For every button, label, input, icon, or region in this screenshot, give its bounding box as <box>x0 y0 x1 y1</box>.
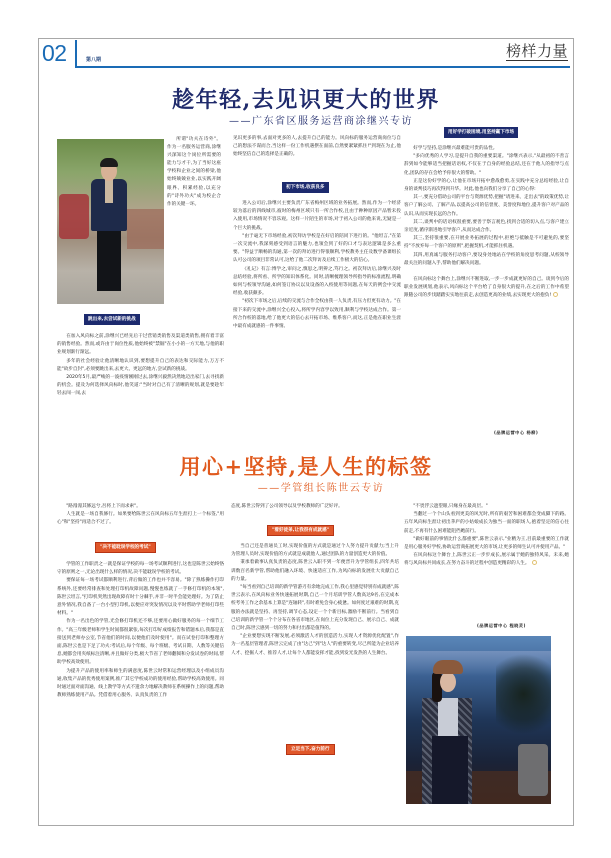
portrait-photo-1 <box>57 139 164 304</box>
article1-body <box>39 128 575 448</box>
article2-byline: (品牌运营中心 程晓灵) <box>477 623 526 628</box>
article1-intro: 所谓"功夫在诗外"。作为一名服务运营商,涂继兴深知这个岗位所需要的能力与才干,为了当好这座学校和企业之间的桥梁,他始终兢兢业业,以实践开阔眼界、积累经验,以充分的"诗外功夫"成为校企合作的关键一环。 <box>167 137 221 207</box>
end-mark-icon <box>532 560 537 565</box>
article1-subtitle: ——广东省区服务运营商涂继兴专访 <box>229 116 413 127</box>
article2-subhead-1: "决不能耽误学校的考试" <box>95 542 156 553</box>
person-hat-shape <box>433 660 463 674</box>
issue-label: 第八期 <box>86 57 102 63</box>
article2-column-1b: 学管的工作职责之一就是保证学校的每一场考试顺利进行,这也是陈世云始终恪守的原则之一,无论出现什么样的情况,决不能耽误学校的考试。 要保证每一场考试都顺利进行,背后做的工作也并不容易。"除了熟练操作打印系统外,还要经常排查和处理打印机故障问题,慢慢也练就了一手修打印机的本领",陈世云坦言,"打印机突然出现故障有时十分棘手,并非一时半会能处理好。为了防止意外情况,我自备了一台小型打印机,以便应对突发情况以及平时帮助学老师打印些材料。" 作为一名出色的学管,光会修打印机还不够,还要用心做好服务的每一个细节工作。"高三年级老师和学生时间都很紧张,每次打印好成绩报告和错题本后,我都是直接送到老师办公室,节省他们的时间,以便他们及时使用"。而在试卷打印和整理方面,陈世云也是下足了功夫:考试后,每个年级、每个班级、考试日期、人数等关键信息,她都会用夹纸标注清晰,并且做好分类,极大节省了老师翻阅和分发试卷的时间,帮助学校高效使用。 为提升产品的使用率和师生的满意度,陈世云时常和运营经理以及小组成员沟通,收集产品的优秀使用案例,推广其它学校成功的使用经验,帮助学校高效使用。同时通过面对面沟通、线上教学等方式不遗余力地解决教师在系统操作上的问题,帮助教师熟练使用产品。凭借着用心服务、认真负责的工作 <box>57 562 224 699</box>
person-skirt-shape <box>432 736 468 804</box>
article1-column-2b: 进入公司后,涂继兴主要负责广东省梅州区域的业务拓展。然而,作为一个经济较为落后的四线城市,彼时的梅州区域只有一所合作校,且由于种种原因产品暂未投入使用,市场情况不容乐观。这样一片陌生的市场,对于初入公司的他来说,无疑是一个巨大的挑战。 "由于毫无下市场经验,初次拜访学校是在好启的陪同下进行的。"他坦言,"在第一次交流中,我深刻感受到语言的魅力,也领会到了好的口才与表达逻辑是多么重要。"得益于顺畅的沟通,第一次的拜访进行得很顺利,学校教务主任及数学备课组长认可公司的项目非常认可,这给了他二次拜访及后续工作极大的信心。 《礼记》有言:博学之,审问之,慎思之,明辨之,笃行之。初次拜访后,涂继兴及时总结经验,将所看、所学的知识体系化。同时,清晰梳理领导所指导的标准流程,明确如何与校领导沟通,如何签订协议以及设备的入校使用等问题,在每天的例会中交流经验,收获颇多。 "初次下市场之后,后续的交流与合作全权由我一人负责,有压力但更有动力。"在接下来的交流中,涂继兴全心投入,将所学内容学以致用,顺利与学校达成合作。第一所合作校的落地,给了他更大的信心去开拓市场、维系客户,而这,正是他在职业生涯中最有成就感的一件事情。 <box>233 201 401 330</box>
page-number: 02 <box>42 40 67 66</box>
header-rule <box>75 66 570 68</box>
newspaper-page <box>38 38 574 826</box>
article1-title: 趁年轻,去见识更大的世界 <box>172 87 440 113</box>
article1-closing: 在风向标这个舞台上,涂继兴不断进取,一步一步成就更好的自己。谈到今后的职业发展规划,他表示,风向标这个平台给了自身很大的提升,在之后的工作中希望跟随公司的步伐踏踏实实地往前走,去创造更高的业绩,去实现更大的抱负! <box>404 277 569 299</box>
page-header <box>39 39 573 69</box>
header-divider <box>75 40 77 67</box>
portrait-photo-2 <box>406 636 551 804</box>
section-title: 榜样力量 <box>505 42 568 60</box>
article1-subhead-3: 用好学打破困境,用坚持赢下市场 <box>444 127 518 138</box>
tree-shape <box>496 644 551 744</box>
end-mark-icon <box>553 292 558 297</box>
article1-byline: (品牌运营中心 杨柳) <box>494 430 539 435</box>
article1-subhead-2: 初下市场,收获良多 <box>282 182 329 193</box>
brick-wall-shape <box>127 209 164 249</box>
article1-column-3: 好学与坚持,是涂继兴最难能可贵的品性。 "多向优秀的人学习,是提升自我的重要渠道。"涂继兴表示,"从最初的不善言辞到如今能够适当把握话语权,不仅在于自身的经验总结,还在于他人的指导与点化,团队的存在会给予你很大的帮助。" 正是这份好学的心,让他在市场开拓中愈战愈勇,在实践中充分总结经验,让自身的谈判技巧再次得到升华。对此,他也向我们分享了自己的心得: 其一,要充分借助公司的平台与资源优势,把握"请进来、走出去"的政策优势,让客户了解公司、了解产品,以提高公司的信誉度、美誉度和地位,提升客户对产品的认识,从而实现长远的合作。 其二,谈判中的话语权很重要,要善于察言观色,找到合适的切入点,与客户建立亲近度,循序渐进地引导客户,从而达成合作。 其三,坚持很重要,在开展业务拓展的过程中,拒绝与抵触是不可避免的,要坚持"不放弃每一个客户的原则",把握契机,才能抓住机遇。 其四,用真诚与服务打动客户,要设身处地站在学校的角度思考问题,从校领导最关注的问题入手,帮助他们解决问题。 在风向标这个舞台上,涂继兴不断进取,一步一步成就更好的自己。谈到今后的职业发展规划,他表示,风向标这个平台给了自身很大的提升,在之后的工作中希望跟随公司的步伐踏踏实实地往前走,去创造更高的业绩,去实现更大的抱负! <box>404 145 569 301</box>
article2-title: 用心+坚持,是人生的标签 <box>179 454 433 479</box>
article2-column-2b: 当自己还是普通员工时,实现价值的方式就是通过个人努力提升贡献力;当上升为管理人员时,实现价值的方式就是成就他人,通过团队的力量创造更大的价值。 秉承着做事认真负责的态度,陈世云入职不到一年便晋升为学管组长,四年共培训数百名新学管,帮助他们融入环境、快速适应工作,为风向标的发展壮大贡献自己的力量。 "每当看到自己培训的新学管游刃有余地完成工作,我心里感觉特别有成就感",陈世云表示,在风向标业务快速拓展时期,自己一个月培训学管人数高达9名,在完成本校考务工作之余基本上算是"连轴转",有时难免会身心疲惫。如何度过艰难的时期,克服的办法就是坚持、再坚持,调节心态,设定一个个新目标,激励不断前行。当看到自己培训的新学管一个个分布在各省市地区,在岗位上充分发现自己、展示自己、成就自己时,陈世云感到一切的努力和付出都是值得的。 "企业要想实现不断发展,必须激活人才的创造活力,实现人才资源优化配置",作为一名基层管理者,陈世云完成了由"达己"到"达人"的重要转变,尽己所能为企业培养人才、挖掘人才、推荐人才,让每个人都能发挥才能,找到发光发热的人生舞台。 <box>231 544 399 656</box>
person-face-shape <box>440 672 456 692</box>
person-shirt-shape <box>105 179 113 203</box>
article1-subhead-1: 跳出来,去尝试新的挑战 <box>84 314 140 325</box>
article2-subhead-2: "看好徒弟,让我很有成就感" <box>267 525 334 536</box>
flower-pot-shape <box>518 744 548 796</box>
article2-column-1a: "路漫漫其修远兮,吾将上下而求索"。 人生就是一场自我修行。如果要给陈世云在风向标五年生涯打上一个标签,"用心"和"坚持"再适合不过了。 <box>57 504 224 526</box>
person-legs-shape <box>97 229 121 291</box>
article1-column-2: 见识更多的事,去面对更多的人,去提升自己的能力。风向标的服务运营商岗位与自己的想法不谋而合,当这样一份工作机遇摆在面前,自然要紧紧抓住!"到现在为止,他始终坚信自己的选择是正确的。 <box>233 136 401 158</box>
article2-closing: 在风向标这个舞台上,陈世云正一步步成长,展示属于她的独特风采。未来,她将与风向标共同成长,在努力奋斗的过程中创造更精彩的人生。 <box>404 553 569 567</box>
article2-subtitle: ——学管组长陈世云专访 <box>257 483 385 494</box>
motorcycle-shape <box>59 194 89 239</box>
person-hair-shape <box>100 158 118 167</box>
article2-column-2a: 态度,陈世云得到了公司领导以及学校教师的广泛好评。 <box>231 504 343 509</box>
person-shirt-shape <box>438 698 458 736</box>
article2-column-3: "不畏浮云遮望眼,只缘身在最高层。" 当翻过一个个山头看到更美的风光时,所有的艰苦和困难都会变成脚下的路。五年风向标生涯让初出茅庐的小姑娘成长为独当一面的职场人,抱着坚定的信心往前走,不再有什么困难能阻挡她前行。 "做好眼前的事情比什么都重要",陈世云表示,"业精为王,目前最重要的工作就是用心服务好学校,协助运营商拓展更大的市场,让更多的师生认可并使用产品。" 在风向标这个舞台上,陈世云正一步步成长,展示属于她的独特风采。未来,她将与风向标共同成长,在努力奋斗的过程中创造更精彩的人生。 <box>404 503 569 569</box>
article2-subhead-3: 立足当下,奋力前行 <box>286 744 335 755</box>
article1-column-1: 在加入风向标之前,涂继兴已经先后干过营销类销售及渠道类销售,拥有着丰富的销售经验。然而,或许由于岗位性质,他始终被"禁锢"在小小的一方天地,与他的职业规划渐行渐远。 多年的社会经验让他清晰地认识到,要想提升自己的表达和交际能力,万万不能"故步自封",必须要跳出来,去更大、更远的地方,尝试新的挑战。 2020年5月,最严峻的一波疫情刚刚过去,涂继兴毅然决然地迈出家门,去寻找新的机会。提及为何选择风向标时,他笑道:"当时对自己有了清晰的规划,就是要趁年轻去闯一闯,去 <box>57 334 224 397</box>
